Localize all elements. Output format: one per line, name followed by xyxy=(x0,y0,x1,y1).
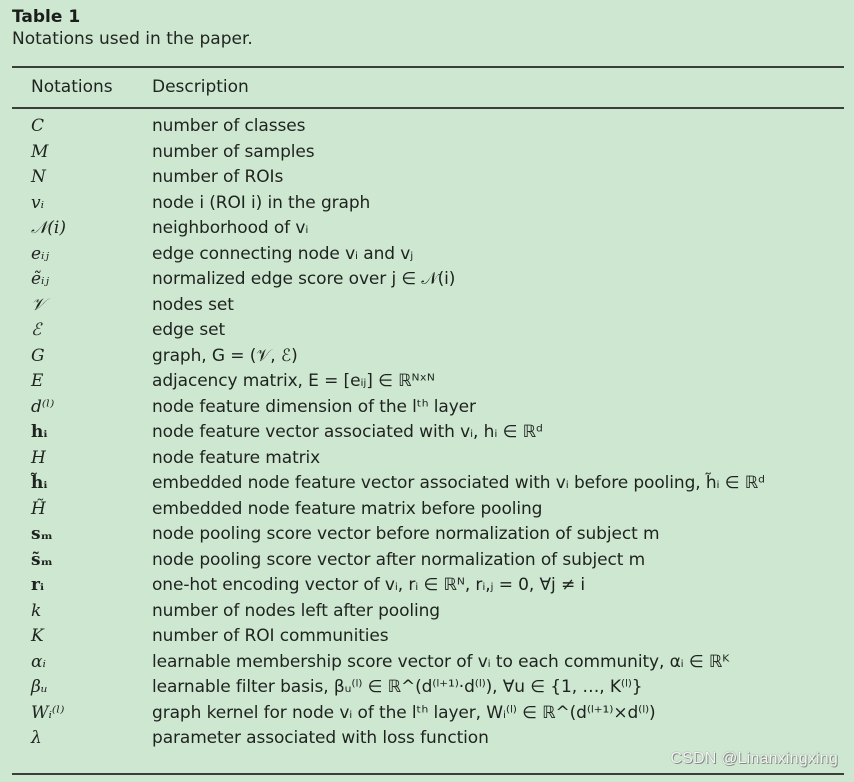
table-row xyxy=(12,574,844,600)
description-cell: edge set xyxy=(152,320,226,340)
notation-cell: 𝒩(i) xyxy=(31,218,66,238)
table-row xyxy=(12,192,844,218)
description-cell: node pooling score vector after normalization of subject m xyxy=(152,549,646,570)
notation-cell: eᵢⱼ xyxy=(31,243,49,264)
table-row xyxy=(12,345,844,371)
csdn-watermark: CSDN @Linanxingxing xyxy=(670,750,838,767)
notation-cell: k xyxy=(31,600,42,621)
table-row xyxy=(12,396,844,422)
notation-cell: h̃ᵢ xyxy=(31,473,48,493)
table-row xyxy=(12,600,844,626)
description-cell: node feature vector associated with vᵢ, hᵢ ∈ ℝᵈ xyxy=(152,422,543,442)
table-row xyxy=(12,447,844,473)
description-cell: number of samples xyxy=(152,141,315,162)
notation-cell: βᵤ xyxy=(31,677,48,697)
description-cell: graph, G = (𝒱, ℰ) xyxy=(152,345,298,366)
description-cell: number of ROI communities xyxy=(152,626,389,646)
notation-cell: C xyxy=(31,116,45,136)
description-cell: node i (ROI i) in the graph xyxy=(152,192,371,213)
notation-cell: N xyxy=(31,167,46,187)
table-row xyxy=(12,727,844,753)
description-cell: edge connecting node vᵢ and vⱼ xyxy=(152,243,414,264)
table-row xyxy=(12,166,844,192)
description-cell: normalized edge score over j ∈ 𝒩(i) xyxy=(152,269,456,289)
description-cell: embedded node feature vector associated with vᵢ before pooling, h̃ᵢ ∈ ℝᵈ xyxy=(152,473,765,493)
description-cell: embedded node feature matrix before pooling xyxy=(152,498,543,519)
table-row xyxy=(12,370,844,396)
table-row xyxy=(12,294,844,320)
table-caption-title: Table 1 xyxy=(12,7,81,27)
description-cell: learnable membership score vector of vᵢ to each community, αᵢ ∈ ℝᴷ xyxy=(152,651,730,672)
description-cell: learnable filter basis, βᵤ⁽ˡ⁾ ∈ ℝ^(d⁽ˡ⁺¹⁾·d⁽ˡ⁾), ∀u ∈ {1, …, K⁽ˡ⁾} xyxy=(152,677,643,697)
notation-cell: sₘ xyxy=(31,524,53,544)
description-cell: number of classes xyxy=(152,116,306,136)
description-cell: neighborhood of vᵢ xyxy=(152,218,309,238)
description-cell: parameter associated with loss function xyxy=(152,728,489,748)
notation-cell: αᵢ xyxy=(31,651,46,672)
table-header-rule xyxy=(12,107,844,109)
notation-cell: Wᵢ⁽ˡ⁾ xyxy=(31,702,65,723)
description-cell: node feature dimension of the lᵗʰ layer xyxy=(152,396,476,417)
table-row xyxy=(12,421,844,447)
table-row xyxy=(12,625,844,651)
description-cell: number of ROIs xyxy=(152,167,284,187)
table-caption-subtitle: Notations used in the paper. xyxy=(12,29,253,49)
table-row xyxy=(12,217,844,243)
header-notations: Notations xyxy=(31,77,113,97)
notation-cell: rᵢ xyxy=(31,575,45,595)
table-row xyxy=(12,472,844,498)
notation-table-figure xyxy=(12,6,844,748)
table-row xyxy=(12,651,844,677)
table-row xyxy=(12,549,844,575)
notation-cell: H̃ xyxy=(31,498,46,519)
table-row xyxy=(12,141,844,167)
description-cell: graph kernel for node vᵢ of the lᵗʰ layer, Wᵢ⁽ˡ⁾ ∈ ℝ^(d⁽ˡ⁺¹⁾×d⁽ˡ⁾) xyxy=(152,702,656,723)
table-body xyxy=(12,115,844,753)
table-row xyxy=(12,115,844,141)
table-row xyxy=(12,676,844,702)
notation-cell: K xyxy=(31,626,44,646)
description-cell: one-hot encoding vector of vᵢ, rᵢ ∈ ℝᴺ, rᵢ,ⱼ = 0, ∀j ≠ i xyxy=(152,575,586,595)
notation-cell: 𝒱 xyxy=(31,294,46,315)
table-row xyxy=(12,243,844,269)
notation-cell: d⁽ˡ⁾ xyxy=(31,396,55,417)
table-row xyxy=(12,319,844,345)
notation-cell: s̃ₘ xyxy=(31,549,53,570)
notation-cell: M xyxy=(31,141,49,162)
description-cell: node feature matrix xyxy=(152,447,321,468)
table-top-rule xyxy=(12,66,844,68)
table-row xyxy=(12,702,844,728)
table-row xyxy=(12,523,844,549)
notation-cell: H xyxy=(31,447,46,468)
notation-cell: E xyxy=(31,371,44,391)
description-cell: node pooling score vector before normalization of subject m xyxy=(152,524,660,544)
notation-cell: hᵢ xyxy=(31,422,48,442)
notation-cell: λ xyxy=(31,728,42,748)
table-bottom-rule xyxy=(12,773,844,775)
description-cell: number of nodes left after pooling xyxy=(152,600,440,621)
description-cell: nodes set xyxy=(152,294,234,315)
description-cell: adjacency matrix, E = [eᵢⱼ] ∈ ℝᴺˣᴺ xyxy=(152,371,435,391)
notation-cell: vᵢ xyxy=(31,192,45,213)
notation-cell: ẽᵢⱼ xyxy=(31,269,49,289)
notation-cell: ℰ xyxy=(31,320,42,340)
table-row xyxy=(12,498,844,524)
header-description: Description xyxy=(152,77,249,97)
notation-cell: G xyxy=(31,345,45,366)
table-row xyxy=(12,268,844,294)
